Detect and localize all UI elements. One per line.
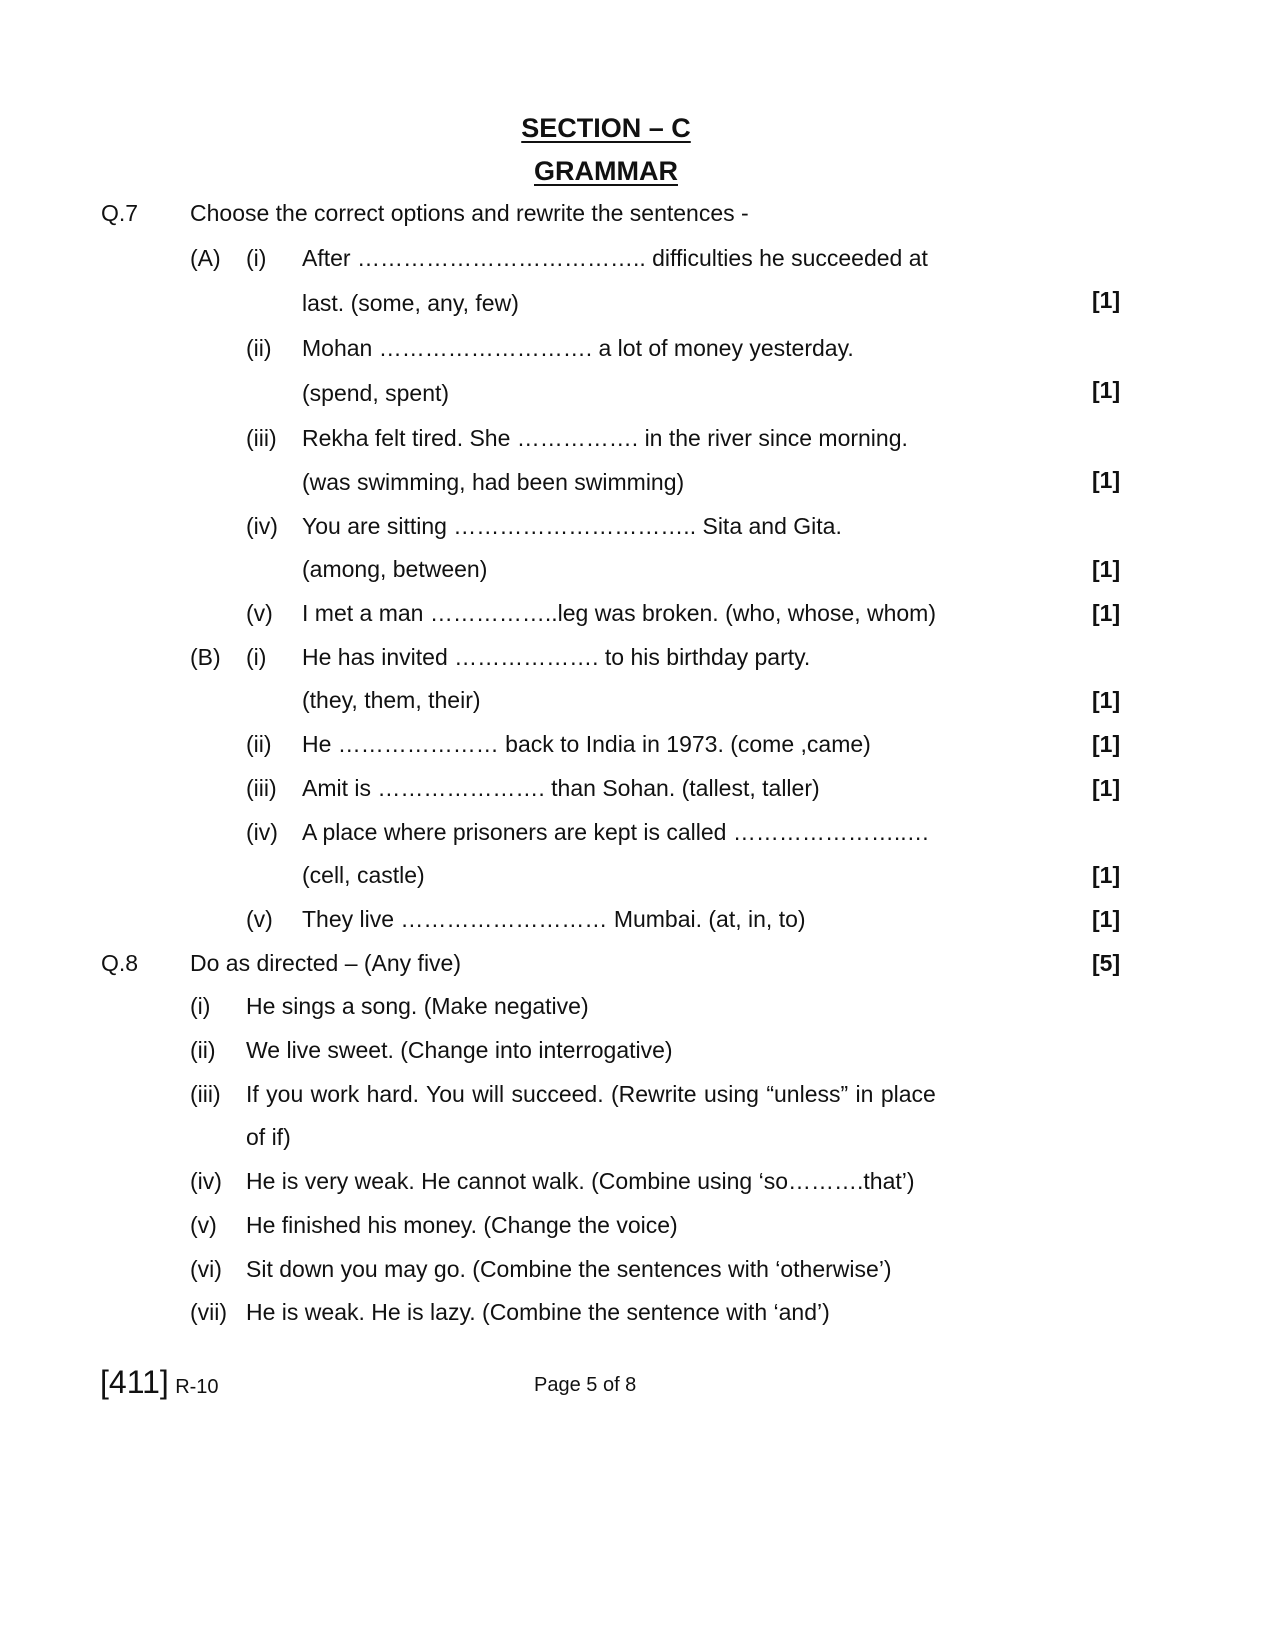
part-label: (B)	[190, 644, 221, 670]
item-options: (among, between)	[302, 556, 488, 582]
item-text: He ………………… back to India in 1973. (come ,came)	[302, 731, 871, 757]
item-text-continued: of if)	[246, 1124, 291, 1150]
footer-code-group	[100, 1366, 219, 1398]
item-number: (i)	[246, 644, 267, 670]
item-marks: [1]	[1092, 775, 1121, 801]
item-text: Sit down you may go. (Combine the sentences with ‘otherwise’)	[246, 1256, 892, 1282]
part-label: (A)	[190, 245, 221, 271]
item-marks: [1]	[1092, 906, 1121, 932]
item-text: Amit is …………………. than Sohan. (tallest, taller)	[302, 775, 820, 801]
item-text: A place where prisoners are kept is called …………………..…	[302, 819, 930, 845]
item-text: Mohan ………………………. a lot of money yesterday.	[302, 335, 854, 361]
item-text: He is weak. He is lazy. (Combine the sentence with ‘and’)	[246, 1299, 830, 1325]
question-instruction: Choose the correct options and rewrite the sentences -	[190, 200, 749, 226]
section-subtitle: GRAMMAR	[534, 156, 678, 186]
item-text: He has invited ………………. to his birthday party.	[302, 644, 811, 670]
item-number: (v)	[246, 906, 273, 932]
paper-code: [411]	[100, 1364, 169, 1400]
item-number: (i)	[190, 993, 211, 1019]
question-number: Q.7	[101, 200, 139, 226]
item-number: (iii)	[246, 425, 277, 451]
item-marks: [1]	[1092, 862, 1121, 888]
item-number: (iii)	[246, 775, 277, 801]
item-options: (was swimming, had been swimming)	[302, 469, 685, 495]
item-text: He sings a song. (Make negative)	[246, 993, 589, 1019]
item-text: He finished his money. (Change the voice)	[246, 1212, 678, 1238]
item-text: You are sitting ………………………….. Sita and Gita.	[302, 513, 842, 539]
item-text: They live ……………………… Mumbai. (at, in, to)	[302, 906, 806, 932]
item-number: (ii)	[190, 1037, 216, 1063]
question-marks: [5]	[1092, 950, 1121, 976]
item-text: Rekha felt tired. She ……………. in the river since morning.	[302, 425, 908, 451]
question-instruction: Do as directed – (Any five)	[190, 950, 462, 976]
page-number: Page 5 of 8	[534, 1374, 637, 1396]
item-options: last. (some, any, few)	[302, 290, 519, 316]
item-marks: [1]	[1092, 600, 1121, 626]
item-number: (v)	[190, 1212, 217, 1238]
item-number: (iv)	[246, 513, 278, 539]
item-marks: [1]	[1092, 556, 1121, 582]
item-number: (i)	[246, 245, 267, 271]
item-text: He is very weak. He cannot walk. (Combine using ‘so……….that’)	[246, 1168, 915, 1194]
item-number: (ii)	[246, 335, 272, 361]
item-text: After ……………………………….. difficulties he succeeded at	[302, 245, 928, 271]
item-number: (vi)	[190, 1256, 222, 1282]
item-number: (ii)	[246, 731, 272, 757]
item-marks: [1]	[1092, 377, 1121, 403]
item-text: I met a man ……………..leg was broken. (who, whose, whom)	[302, 600, 936, 626]
section-title: SECTION – C	[521, 113, 691, 143]
item-number: (iv)	[246, 819, 278, 845]
item-number: (iii)	[190, 1081, 221, 1107]
question-number: Q.8	[101, 950, 139, 976]
item-marks: [1]	[1092, 731, 1121, 757]
item-marks: [1]	[1092, 467, 1121, 493]
item-number: (iv)	[190, 1168, 222, 1194]
item-text: If you work hard. You will succeed. (Rewrite using “unless” in place	[246, 1081, 936, 1107]
item-options: (spend, spent)	[302, 380, 450, 406]
item-marks: [1]	[1092, 687, 1121, 713]
item-text: We live sweet. (Change into interrogative)	[246, 1037, 673, 1063]
item-number: (v)	[246, 600, 273, 626]
paper-subcode: R-10	[175, 1376, 219, 1398]
item-options: (cell, castle)	[302, 862, 425, 888]
item-marks: [1]	[1092, 287, 1121, 313]
item-options: (they, them, their)	[302, 687, 481, 713]
item-number: (vii)	[190, 1299, 228, 1325]
